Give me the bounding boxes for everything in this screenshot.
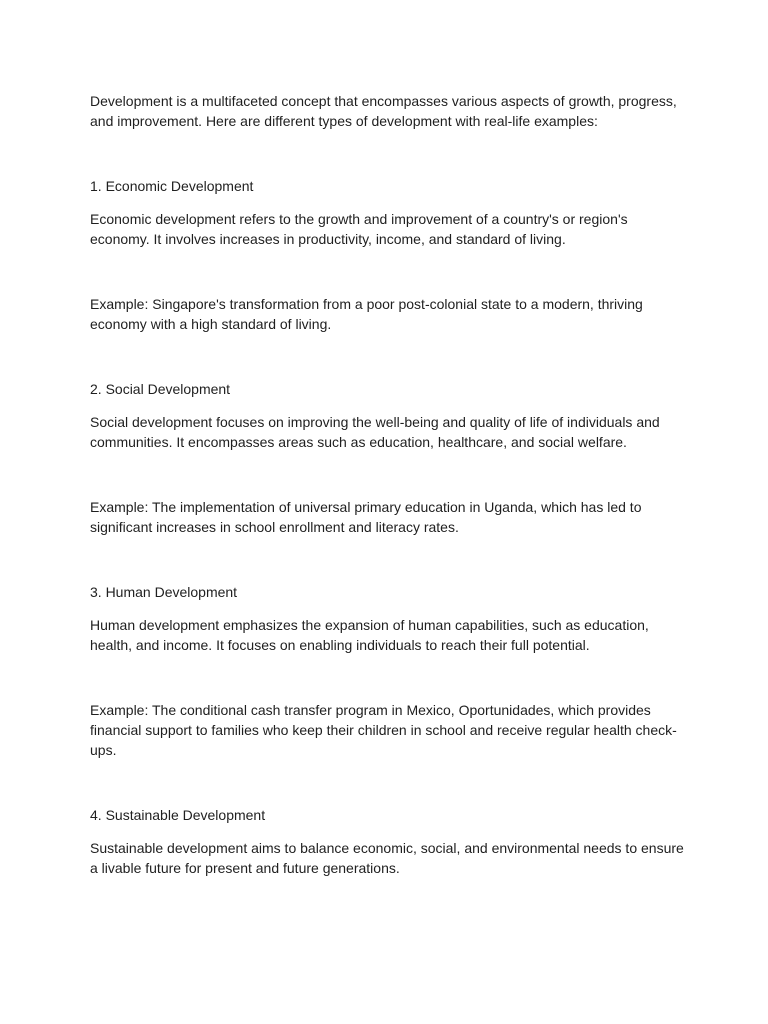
section-heading: 4. Sustainable Development: [90, 807, 266, 823]
section-social-development: [90, 379, 685, 537]
section-human-development: [90, 582, 685, 760]
section-heading: 3. Human Development: [90, 584, 238, 600]
document-page: [90, 91, 685, 923]
section-example: Example: Singapore's transformation from a poor post-colonial state to a modern, thriving economy with a high standard of living.: [90, 296, 643, 332]
section-description: Human development emphasizes the expansion of human capabilities, such as education, health, and income. It focuses on enabling individuals to reach their full potential.: [90, 617, 649, 653]
section-heading: 1. Economic Development: [90, 178, 254, 194]
section-economic-development: [90, 176, 685, 334]
section-heading: 2. Social Development: [90, 381, 231, 397]
section-example: Example: The implementation of universal primary education in Uganda, which has led to significant increases in school enrollment and literacy rates.: [90, 499, 642, 535]
intro-paragraph: Development is a multifaceted concept that encompasses various aspects of growth, progress, and improvement. Here are different types of development with real-life examples:: [90, 93, 677, 129]
section-description: Sustainable development aims to balance economic, social, and environmental needs to ensure a livable future for present and future generations.: [90, 840, 684, 876]
section-description: Economic development refers to the growth and improvement of a country's or region's economy. It involves increases in productivity, income, and standard of living.: [90, 211, 628, 247]
section-example: Example: The conditional cash transfer program in Mexico, Oportunidades, which provides financial support to families who keep their children in school and receive regular health check-ups.: [90, 702, 677, 758]
section-sustainable-development: [90, 805, 685, 878]
section-description: Social development focuses on improving the well-being and quality of life of individuals and communities. It encompasses areas such as education, healthcare, and social welfare.: [90, 414, 660, 450]
